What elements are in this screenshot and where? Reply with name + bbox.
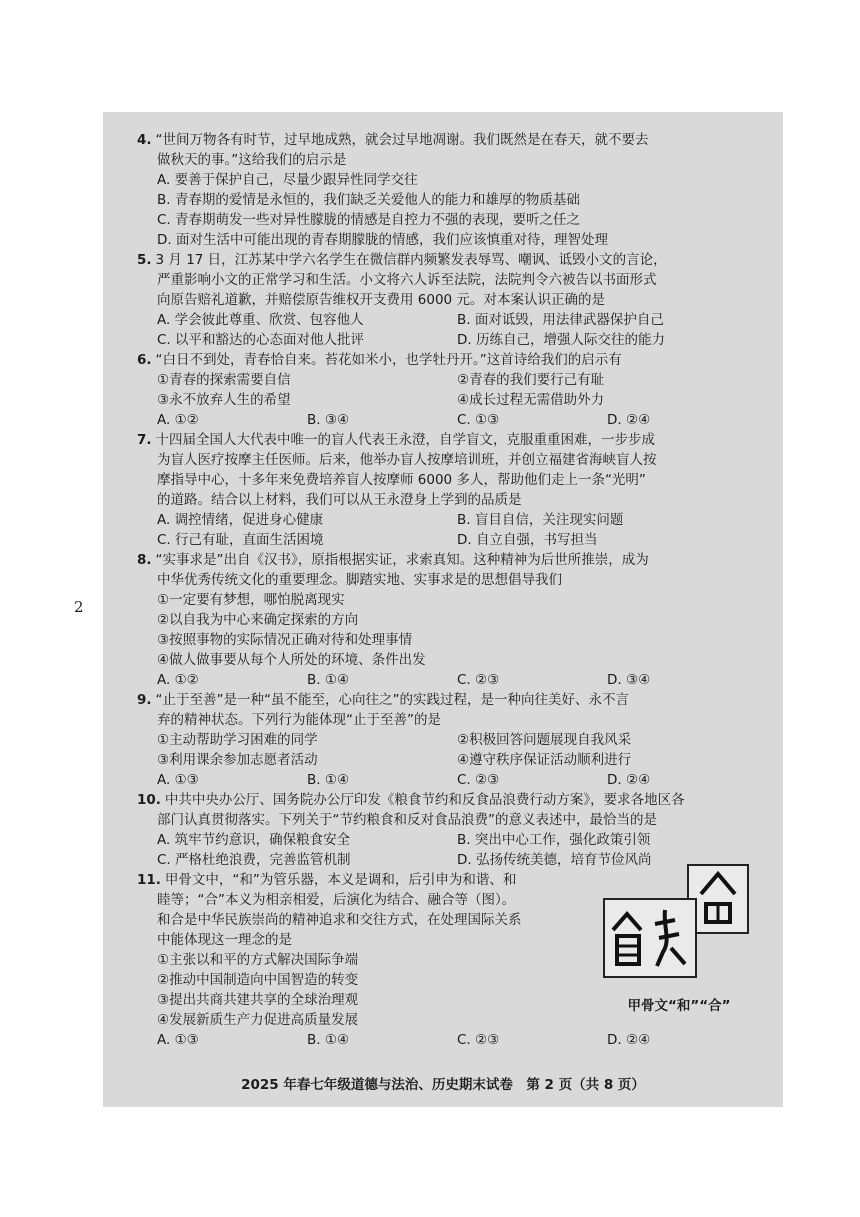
option-d: D. 面对生活中可能出现的青春期朦胧的情感，我们应该慎重对待，理智处理 bbox=[157, 232, 608, 248]
question-number: 9. bbox=[137, 692, 152, 708]
choice-b: B. ①④ bbox=[307, 1032, 350, 1048]
choice-a: A. ①③ bbox=[157, 772, 199, 788]
question-8 bbox=[137, 550, 757, 690]
question-stem: 向原告赔礼道歉，并赔偿原告维权开支费用 6000 元。对本案认识正确的是 bbox=[157, 292, 605, 308]
question-stem: 摩指导中心，十多年来免费培养盲人按摩师 6000 多人，帮助他们走上一条“光明” bbox=[157, 472, 646, 488]
choice-d: D. ③④ bbox=[607, 672, 651, 688]
choice-c: C. ②③ bbox=[457, 1032, 500, 1048]
option-a: A. 调控情绪，促进身心健康 bbox=[157, 512, 324, 528]
choice-a: A. ①② bbox=[157, 412, 199, 428]
statement-item: ④成长过程无需借助外力 bbox=[457, 392, 605, 408]
option-b: B. 青春期的爱情是永恒的，我们缺乏关爱他人的能力和雄厚的物质基础 bbox=[157, 192, 580, 208]
statement-item: ③利用课余参加志愿者活动 bbox=[157, 752, 318, 768]
question-stem: 严重影响小文的正常学习和生活。小文将六人诉至法院，法院判令六被告以书面形式 bbox=[157, 272, 657, 288]
question-stem: 为盲人医疗按摩主任医师。后来，他举办盲人按摩培训班，并创立福建省海峡盲人按 bbox=[157, 452, 657, 468]
statement-item: ②推动中国制造向中国智造的转变 bbox=[157, 972, 359, 988]
question-stem: 3 月 17 日，江苏某中学六名学生在微信群内频繁发表辱骂、嘲讽、诋毁小文的言论， bbox=[155, 252, 667, 268]
statement-item: ④遵守秩序保证活动顺利进行 bbox=[457, 752, 632, 768]
choice-c: C. ①③ bbox=[457, 412, 500, 428]
question-stem: “实事求是”出自《汉书》，原指根据实证，求索真知。这种精神为后世所推崇，成为 bbox=[155, 552, 649, 568]
question-11 bbox=[137, 870, 597, 1030]
question-number: 11. bbox=[137, 872, 161, 888]
question-number: 6. bbox=[137, 352, 152, 368]
statement-item: ③永不放弃人生的希望 bbox=[157, 392, 291, 408]
option-c: C. 青春期萌发一些对异性朦胧的情感是自控力不强的表现，要听之任之 bbox=[157, 212, 581, 228]
option-c: C. 以平和豁达的心态面对他人批评 bbox=[157, 332, 365, 348]
glyph-he-combine-icon bbox=[689, 866, 747, 932]
choice-a: A. ①③ bbox=[157, 1032, 199, 1048]
question-stem: “止于至善”是一种“虽不能至，心向往之”的实践过程，是一种向往美好、永不言 bbox=[155, 692, 630, 708]
choice-b: B. ③④ bbox=[307, 412, 350, 428]
question-number: 10. bbox=[137, 792, 161, 808]
question-stem: 睦等；“合”本义为相亲相爱，后演化为结合、融合等（图）。 bbox=[157, 892, 516, 908]
question-stem: 中共中央办公厅、国务院办公厅印发《粮食节约和反食品浪费行动方案》，要求各地区各 bbox=[164, 792, 685, 808]
question-stem: 甲骨文中，“和”为管乐器，本义是调和，后引申为和谐、和 bbox=[164, 872, 517, 888]
option-c: C. 严格杜绝浪费，完善监管机制 bbox=[157, 852, 351, 868]
question-number: 4. bbox=[137, 132, 152, 148]
option-c: C. 行己有耻，直面生活困境 bbox=[157, 532, 324, 548]
statement-item: ③按照事物的实际情况正确对待和处理事情 bbox=[157, 632, 413, 648]
question-number: 7. bbox=[137, 432, 152, 448]
scanned-exam-page bbox=[103, 112, 783, 1107]
question-stem: 做秋天的事。”这给我们的启示是 bbox=[157, 152, 347, 168]
question-stem: 弃的精神状态。下列行为能体现“止于至善”的是 bbox=[157, 712, 441, 728]
option-b: B. 盲目自信，关注现实问题 bbox=[457, 512, 624, 528]
question-stem: 的道路。结合以上材料，我们可以从王永澄身上学到的品质是 bbox=[157, 492, 522, 508]
question-6 bbox=[137, 350, 757, 430]
question-9 bbox=[137, 690, 757, 790]
question-11-choices bbox=[137, 1030, 757, 1050]
statement-item: ④做人做事要从每个人所处的环境、条件出发 bbox=[157, 652, 426, 668]
choice-d: D. ②④ bbox=[607, 1032, 651, 1048]
statement-item: ①主张以和平的方式解决国际争端 bbox=[157, 952, 359, 968]
he-harmony-glyph-image bbox=[603, 898, 697, 978]
option-a: A. 筑牢节约意识，确保粮食安全 bbox=[157, 832, 351, 848]
page-footer: 2025 年春七年级道德与法治、历史期末试卷 第 2 页（共 8 页） bbox=[241, 1077, 645, 1093]
option-a: A. 要善于保护自己，尽量少跟异性同学交往 bbox=[157, 172, 418, 188]
statement-item: ①主动帮助学习困难的同学 bbox=[157, 732, 318, 748]
page-margin-number: 2 bbox=[74, 598, 84, 616]
statement-item: ④发展新质生产力促进高质量发展 bbox=[157, 1012, 359, 1028]
question-stem: 部门认真贯彻落实。下列关于“节约粮食和反对食品浪费”的意义表述中，最恰当的是 bbox=[157, 812, 657, 828]
statement-item: ②青春的我们要行己有耻 bbox=[457, 372, 605, 388]
statement-item: ①青春的探索需要自信 bbox=[157, 372, 291, 388]
question-4 bbox=[137, 130, 757, 250]
question-10 bbox=[137, 790, 757, 870]
option-b: B. 突出中心工作，强化政策引领 bbox=[457, 832, 651, 848]
question-stem: “白日不到处，青春恰自来。苔花如米小，也学牡丹开。”这首诗给我们的启示有 bbox=[155, 352, 622, 368]
statement-item: ②积极回答问题展现自我风采 bbox=[457, 732, 632, 748]
option-d: D. 弘扬传统美德，培育节俭风尚 bbox=[457, 852, 652, 868]
oracle-bone-figure bbox=[599, 864, 759, 1014]
choice-b: B. ①④ bbox=[307, 672, 350, 688]
question-number: 5. bbox=[137, 252, 152, 268]
choice-a: A. ①② bbox=[157, 672, 199, 688]
question-5 bbox=[137, 250, 757, 350]
choice-c: C. ②③ bbox=[457, 772, 500, 788]
option-d: D. 自立自强，书写担当 bbox=[457, 532, 598, 548]
choice-c: C. ②③ bbox=[457, 672, 500, 688]
statement-item: ③提出共商共建共享的全球治理观 bbox=[157, 992, 359, 1008]
question-stem: 和合是中华民族崇尚的精神追求和交往方式，在处理国际关系 bbox=[157, 912, 522, 928]
option-a: A. 学会彼此尊重、欣赏、包容他人 bbox=[157, 312, 364, 328]
choice-d: D. ②④ bbox=[607, 772, 651, 788]
glyph-he-harmony-icon bbox=[605, 900, 695, 976]
question-stem: “世间万物各有时节，过早地成熟，就会过早地凋谢。我们既然是在春天，就不要去 bbox=[155, 132, 649, 148]
option-d: D. 历练自己，增强人际交往的能力 bbox=[457, 332, 665, 348]
question-stem: 中华优秀传统文化的重要理念。脚踏实地、实事求是的思想倡导我们 bbox=[157, 572, 562, 588]
question-stem: 十四届全国人大代表中唯一的盲人代表王永澄，自学盲文，克服重重困难，一步步成 bbox=[155, 432, 656, 448]
question-7 bbox=[137, 430, 757, 550]
statement-item: ①一定要有梦想，哪怕脱离现实 bbox=[157, 592, 345, 608]
choice-d: D. ②④ bbox=[607, 412, 651, 428]
statement-item: ②以自我为中心来确定探索的方向 bbox=[157, 612, 359, 628]
question-stem: 中能体现这一理念的是 bbox=[157, 932, 292, 948]
figure-caption: 甲骨文“和”“合” bbox=[627, 998, 731, 1014]
question-number: 8. bbox=[137, 552, 152, 568]
choice-b: B. ①④ bbox=[307, 772, 350, 788]
option-b: B. 面对诋毁，用法律武器保护自己 bbox=[457, 312, 664, 328]
